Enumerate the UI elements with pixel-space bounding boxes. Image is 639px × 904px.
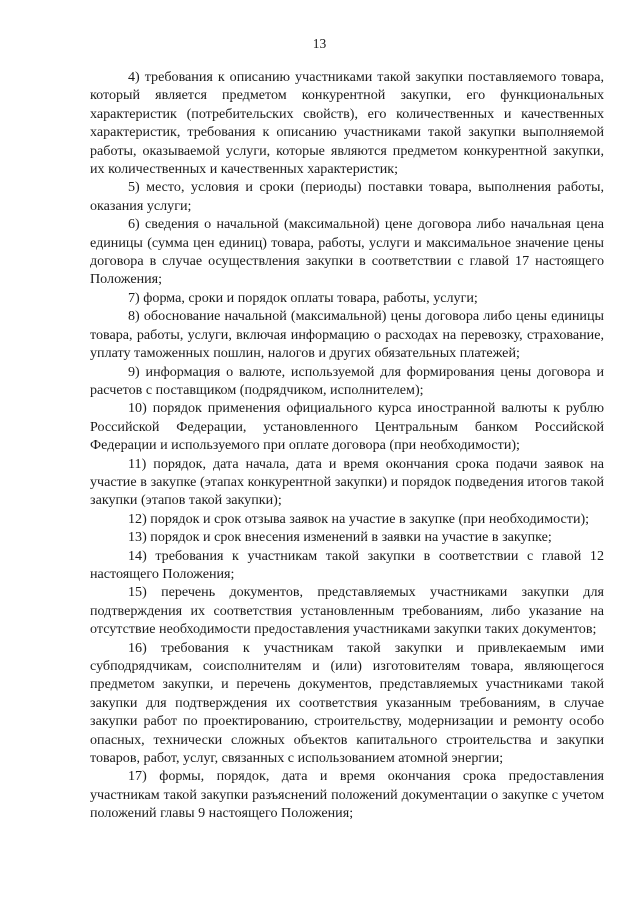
page-number: 13 [312, 36, 327, 51]
paragraph-item-11: 11) порядок, дата начала, дата и время окончания срока подачи заявок на участие в закупке (этапах конкурентной закупки) и порядок подведения итогов такой закупки (этапов такой закупки); [90, 455, 604, 509]
paragraph-item-14: 14) требования к участникам такой закупки в соответствии с главой 12 настоящего Положения; [90, 547, 604, 582]
paragraph-item-15: 15) перечень документов, представляемых участниками закупки для подтверждения их соответствия установленным требованиям, либо указание на отсутствие необходимости предоставления участниками закупки таких документов; [90, 584, 604, 638]
document-body [90, 68, 604, 823]
paragraph-item-10: 10) порядок применения официального курса иностранной валюты к рублю Российской Федерации, установленного Центральным банком Российской Федерации и используемого при оплате договора (при необходимости); [90, 400, 604, 454]
paragraph-item-16: 16) требования к участникам такой закупки и привлекаемым ими субподрядчикам, соисполнителям и (или) изготовителям товара, являющегося предметом закупки, и перечень документов, представляемых участниками такой закупки для подтверждения их соответствия указанным требованиям, в случае закупки работ по проектированию, строительству, модернизации и ремонту особо опасных, технически сложных объектов капитального строительства и закупки товаров, работ, услуг, связанных с использованием атомной энергии; [90, 639, 604, 767]
paragraph-item-4: 4) требования к описанию участниками такой закупки поставляемого товара, который является предметом конкурентной закупки, его функциональных характеристик (потребительских свойств), его количественных и качественных характеристик, требования к описанию участниками такой закупки выполняемой работы, оказываемой услуги, которые являются предметом конкурентной закупки, их количественных и качественных характеристик; [90, 69, 604, 178]
paragraph-item-8: 8) обоснование начальной (максимальной) цены договора либо цены единицы товара, работы, услуги, включая информацию о расходах на перевозку, страхование, уплату таможенных пошлин, налогов и других обязательных платежей; [90, 308, 604, 362]
paragraph-item-7: 7) форма, сроки и порядок оплаты товара, работы, услуги; [128, 289, 478, 306]
paragraph-item-5: 5) место, условия и сроки (периоды) поставки товара, выполнения работы, оказания услуги; [90, 179, 604, 214]
paragraph-item-17: 17) формы, порядок, дата и время окончания срока предоставления участникам такой закупки разъяснений положений документации о закупке с учетом положений главы 9 настоящего Положения; [90, 768, 604, 822]
paragraph-item-6: 6) сведения о начальной (максимальной) цене договора либо начальная цена единицы (сумма цен единиц) товара, работы, услуги и максимальное значение цены договора в случае осуществления закупки в соответствии с главой 17 настоящего Положения; [90, 216, 604, 288]
paragraph-item-13: 13) порядок и срок внесения изменений в заявки на участие в закупке; [128, 529, 552, 546]
paragraph-item-9: 9) информация о валюте, используемой для формирования цены договора и расчетов с поставщиком (подрядчиком, исполнителем); [90, 363, 604, 398]
paragraph-item-12: 12) порядок и срок отзыва заявок на участие в закупке (при необходимости); [128, 510, 590, 527]
